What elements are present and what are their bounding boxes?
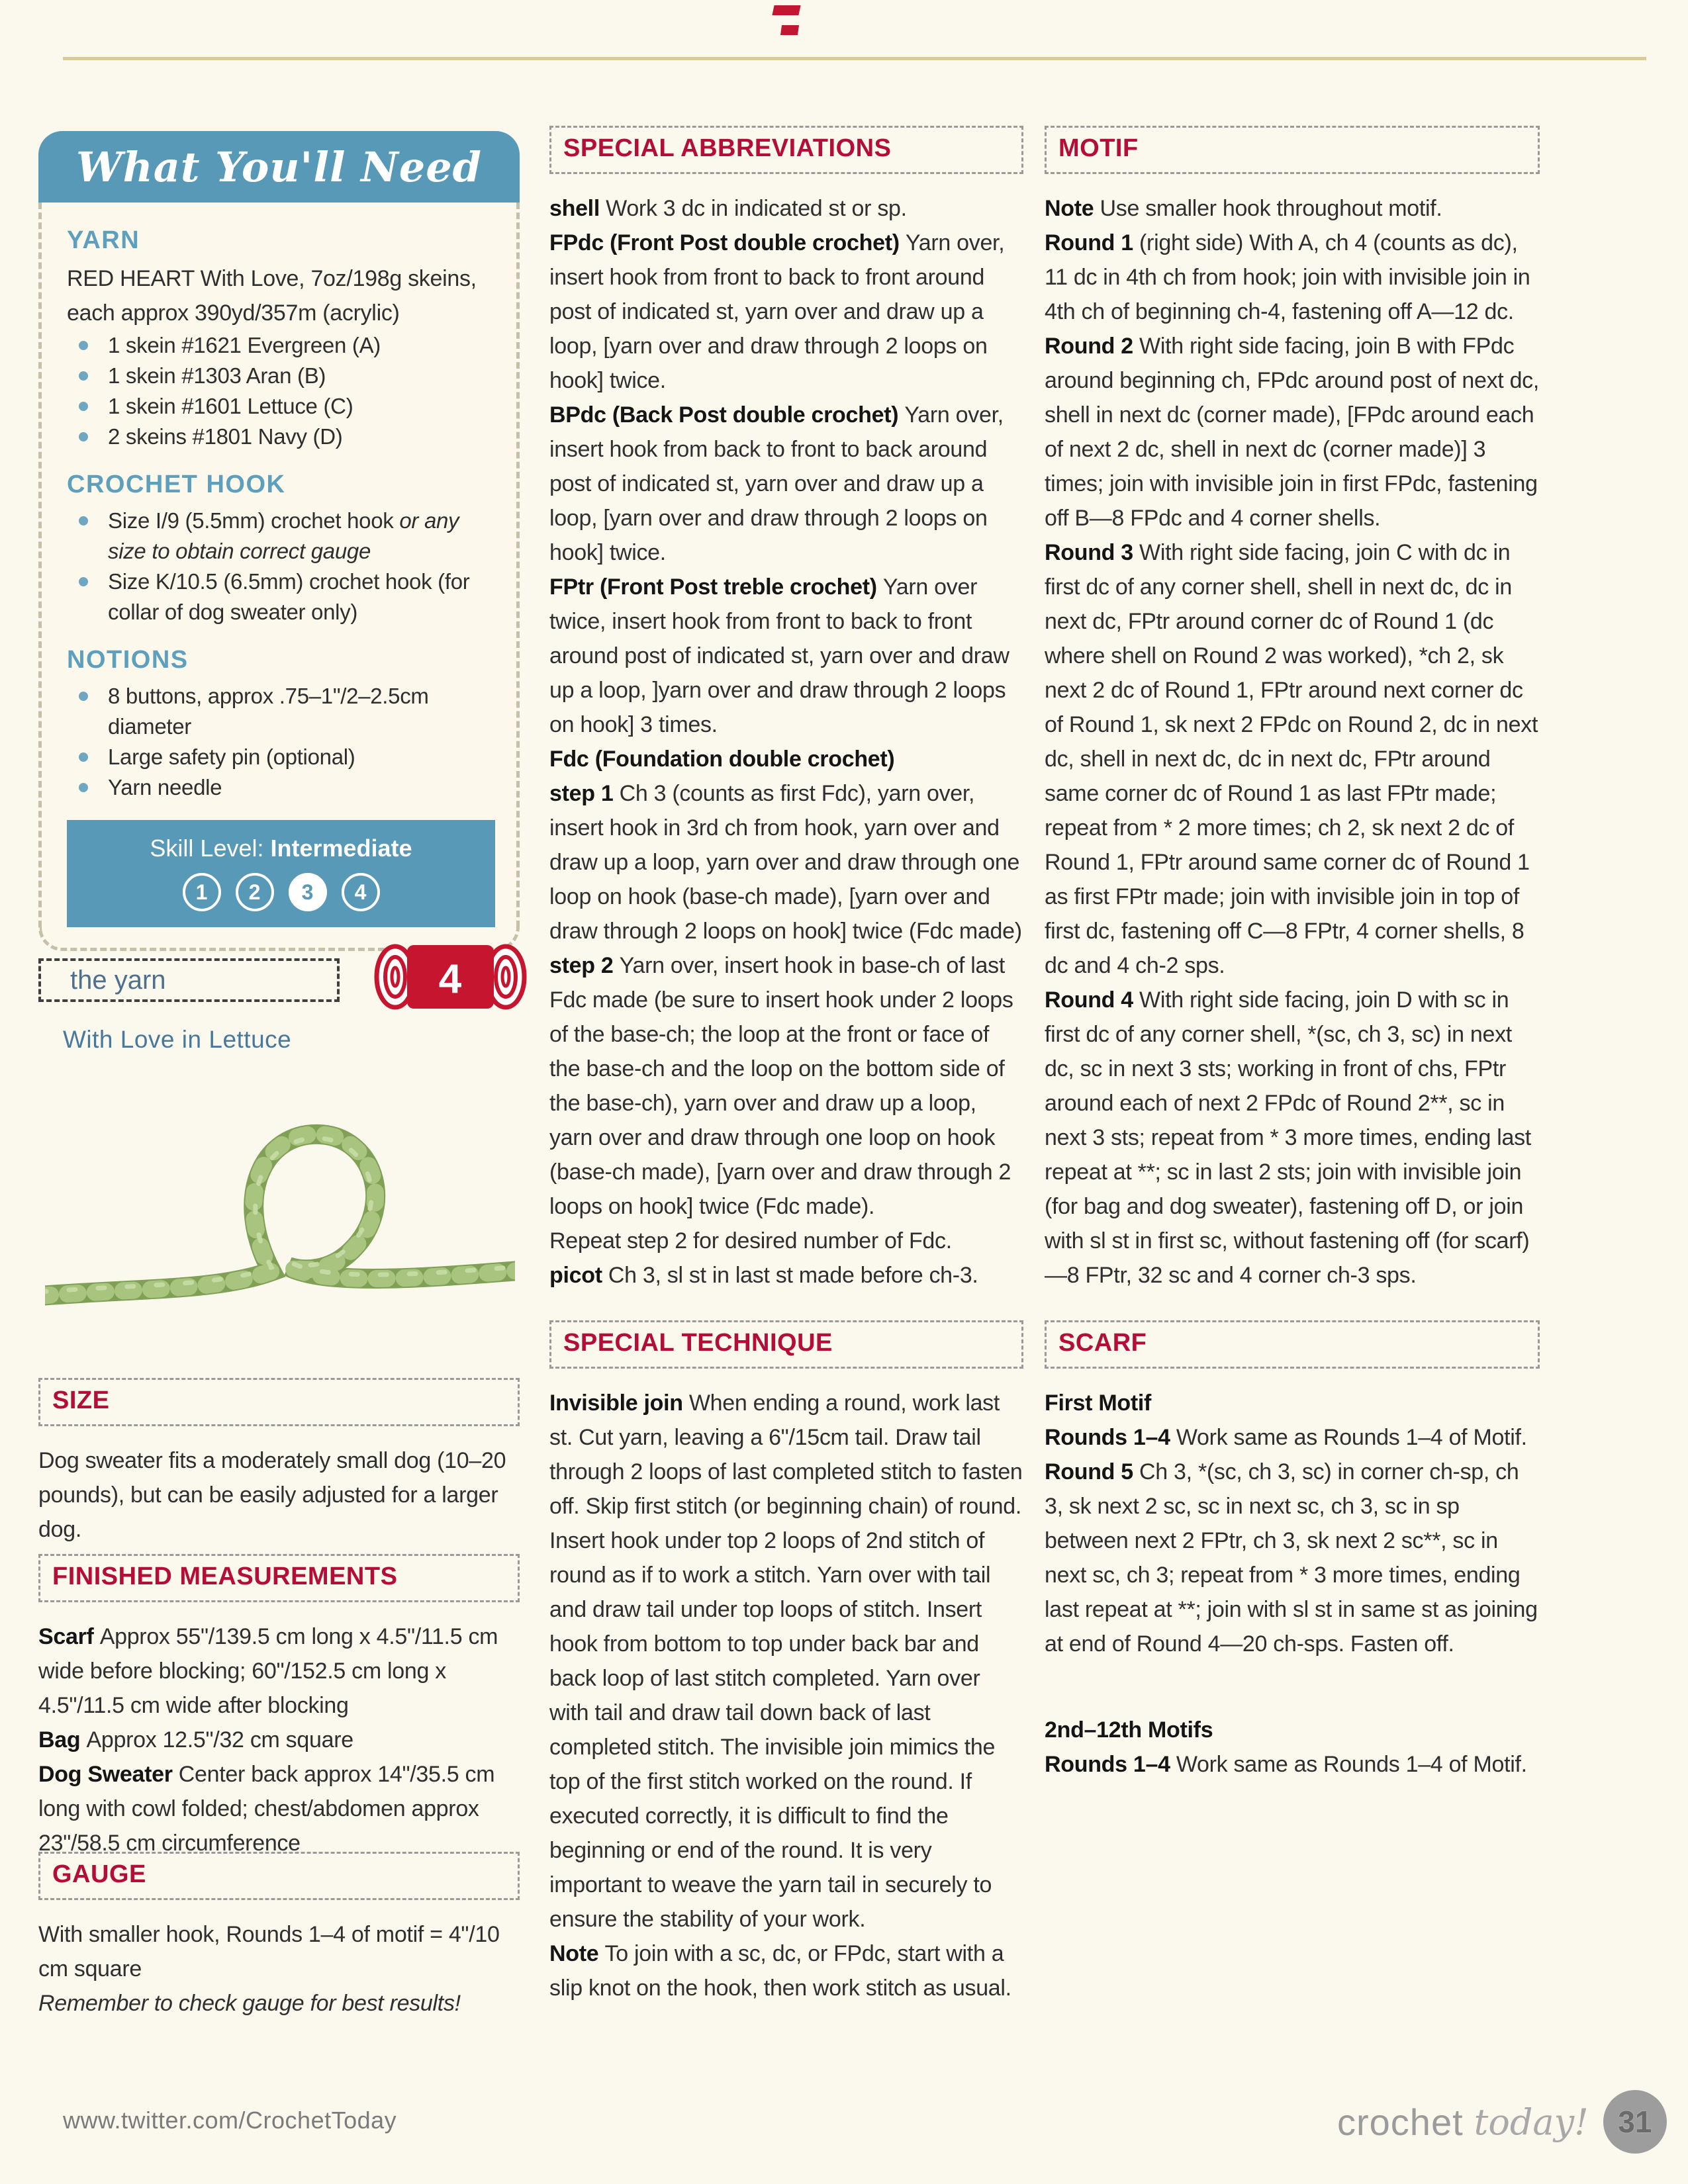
paragraph: Invisible join When ending a round, work last st. Cut yarn, leaving a 6"/15cm tail. Draw tail through 2 loops of last completed stitch to fasten off. Skip first stitch (or beginning chain) of round. Insert hook under top 2 loops of 2nd stitch of round as if to work a stitch. Yarn over with tail and draw tail under top loops of stitch. Insert hook from bottom to top under back bar and back loop of last stitch completed. Yarn over with tail and draw tail down back of last completed stitch. The invisible join mimics the top of the first stitch worked on the round. If executed correctly, it is difficult to find the beginning or end of the round. It is very important to weave the yarn tail in securely to ensure the stability of your work. <box>549 1390 1023 1932</box>
gauge-title-box <box>38 1852 520 1900</box>
scarf-body <box>1045 1386 1540 1782</box>
paragraph: BPdc (Back Post double crochet) Yarn over, insert hook from back to front to back around post of indicated st, yarn over and draw up a loop, [yarn over and draw through 2 loops on hook] twice. <box>549 402 1004 565</box>
paragraph: Round 1 (right side) With A, ch 4 (counts as dc), 11 dc in 4th ch from hook; join with invisible join in 4th ch of beginning ch-4, fastening off A—12 dc. <box>1045 230 1530 324</box>
bullet-icon <box>79 432 88 441</box>
page-number-badge: 31 <box>1603 2090 1667 2154</box>
crochet-hook-bullet-list <box>67 506 495 627</box>
size-title: SIZE <box>52 1387 110 1414</box>
skill-level-label: Skill Level: Intermediate <box>150 835 412 862</box>
special-technique-body <box>549 1386 1023 2005</box>
right-column <box>1045 126 1540 1782</box>
paragraph: Scarf Approx 55"/139.5 cm long x 4.5"/11.5 cm wide before blocking; 60"/152.5 cm long x 4.5"/11.5 cm wide after blocking <box>38 1624 498 1718</box>
yarn-heading: YARN <box>67 226 140 254</box>
yarn-weight-number: 4 <box>438 956 462 1002</box>
bullet-icon <box>79 783 88 792</box>
paragraph: FPdc (Front Post double crochet) Yarn over, insert hook from front to back to front around post of indicated st, yarn over and draw up a loop, [yarn over and draw through 2 loops on hook] twice. <box>549 230 1005 393</box>
gauge-body <box>38 1917 520 2021</box>
size-body <box>38 1443 520 1547</box>
skill-level-1: 1 <box>183 873 221 911</box>
finished-measurements-title-box <box>38 1554 520 1602</box>
paragraph: First Motif <box>1045 1390 1152 1416</box>
yarn-intro <box>67 261 495 330</box>
paragraph: picot Ch 3, sl st in last st made before ch-3. <box>549 1263 978 1288</box>
paragraph: Round 4 With right side facing, join D with sc in first dc of any corner shell, *(sc, ch 3, sc) in next dc, sc in next 3 sts; working in front of chs, FPtr around each of next 2 FPdc of Round 2**, sc in next 3 sts; repeat from * 3 more times, ending last repeat at **; sc in last 2 sts; join with invisible join (for bag and dog sweater), fastening off D, or join with sl st in first sc, without fastening off (for scarf)—8 FPtr, 32 sc and 4 corner ch-3 sps. <box>1045 987 1531 1288</box>
paragraph: Remember to check gauge for best results! <box>38 1991 461 2016</box>
scarf-title: SCARF <box>1058 1329 1147 1357</box>
needs-box-title: What You'll Need <box>76 142 482 191</box>
paragraph: 2nd–12th Motifs <box>1045 1717 1213 1743</box>
paragraph: FPtr (Front Post treble crochet) Yarn over twice, insert hook from front to back to front around post of indicated st, yarn over and draw up a loop, ]yarn over and draw through 2 loops on hook] 3 times. <box>549 574 1009 737</box>
middle-column <box>549 126 1023 2005</box>
finished-measurements-section <box>38 1554 520 1860</box>
yarn-weight-icon <box>373 942 528 1011</box>
special-abbreviations-title-box <box>549 126 1023 174</box>
print-mark <box>780 25 799 35</box>
print-mark <box>772 5 800 15</box>
bullet-item: 1 skein #1621 Evergreen (A) <box>67 330 495 361</box>
bullet-item: 2 skeins #1801 Navy (D) <box>67 422 495 452</box>
bullet-icon <box>79 341 88 350</box>
paragraph: step 2 Yarn over, insert hook in base-ch of last Fdc made (be sure to insert hook under 2 loops of the base-ch; the loop at the front or face of the base-ch and the loop on the bottom side of the base-ch), yarn over and draw up a loop, yarn over and draw through one loop on hook (base-ch made), [yarn over and draw through 2 loops on hook] twice (Fdc made). <box>549 953 1013 1219</box>
special-abbreviations-title: SPECIAL ABBREVIATIONS <box>563 134 892 162</box>
bullet-icon <box>79 692 88 701</box>
bullet-item: 1 skein #1601 Lettuce (C) <box>67 391 495 422</box>
twitter-link[interactable]: www.twitter.com/CrochetToday <box>63 2107 397 2134</box>
skill-level-2: 2 <box>236 873 274 911</box>
yarn-photo <box>45 1077 515 1365</box>
paragraph: Fdc (Foundation double crochet) <box>549 747 895 772</box>
size-title-box <box>38 1378 520 1426</box>
needs-box-header <box>38 131 520 203</box>
bullet-icon <box>79 516 88 525</box>
yarn-caption: With Love in Lettuce <box>63 1026 292 1053</box>
skill-level-band <box>67 820 495 927</box>
paragraph: Note Use smaller hook throughout motif. <box>1045 196 1442 221</box>
notions-bullet-list <box>67 681 495 803</box>
finished-measurements-body <box>38 1619 520 1860</box>
paragraph: Note To join with a sc, dc, or FPdc, start with a slip knot on the hook, then work stitch as usual. <box>549 1941 1011 2001</box>
paragraph: Bag Approx 12.5"/32 cm square <box>38 1727 353 1752</box>
gauge-section <box>38 1852 520 2021</box>
skill-level-4: 4 <box>342 873 380 911</box>
bullet-item: Yarn needle <box>67 772 495 803</box>
paragraph: RED HEART With Love, 7oz/198g skeins, each approx 390yd/357m (acrylic) <box>67 266 477 326</box>
gauge-title: GAUGE <box>52 1860 146 1888</box>
bullet-item: Size I/9 (5.5mm) crochet hook or any size to obtain correct gauge <box>67 506 495 567</box>
motif-body <box>1045 191 1540 1293</box>
bullet-icon <box>79 577 88 586</box>
needs-box-body <box>38 203 520 927</box>
paragraph: step 1 Ch 3 (counts as first Fdc), yarn over, insert hook in 3rd ch from hook, yarn over and draw up a loop, yarn over and draw through one loop on hook (base-ch made), [yarn over and draw through 2 loops on hook] twice (Fdc made) <box>549 781 1022 944</box>
paragraph: Dog Sweater Center back approx 14"/35.5 cm long with cowl folded; chest/abdomen approx 23"/58.5 cm circumference <box>38 1762 495 1856</box>
bullet-item: 1 skein #1303 Aran (B) <box>67 361 495 391</box>
skill-level-dots <box>67 862 495 911</box>
paragraph: Dog sweater fits a moderately small dog (10–20 pounds), but can be easily adjusted for a larger dog. <box>38 1448 506 1542</box>
what-youll-need-box <box>38 131 520 951</box>
logo-word-crochet: crochet <box>1337 2101 1464 2143</box>
motif-title-box <box>1045 126 1540 174</box>
bullet-item: Size K/10.5 (6.5mm) crochet hook (for collar of dog sweater only) <box>67 567 495 627</box>
special-technique-title: SPECIAL TECHNIQUE <box>563 1329 833 1357</box>
magazine-logo <box>1337 2090 1667 2154</box>
the-yarn-label-box <box>38 958 340 1002</box>
finished-measurements-title: FINISHED MEASUREMENTS <box>52 1563 398 1590</box>
paragraph: With smaller hook, Rounds 1–4 of motif = 4"/10 cm square <box>38 1922 500 1981</box>
notions-heading: NOTIONS <box>67 646 189 674</box>
paragraph: shell Work 3 dc in indicated st or sp. <box>549 196 907 221</box>
crochet-hook-heading: CROCHET HOOK <box>67 471 286 498</box>
special-abbreviations-body <box>549 191 1023 1293</box>
bullet-icon <box>79 752 88 762</box>
bullet-item: 8 buttons, approx .75–1"/2–2.5cm diameter <box>67 681 495 742</box>
the-yarn-label: the yarn <box>70 965 166 995</box>
bullet-icon <box>79 402 88 411</box>
paragraph: Round 5 Ch 3, *(sc, ch 3, sc) in corner ch-sp, ch 3, sk next 2 sc, sc in next sc, ch 3, sc in sp between next 2 FPtr, ch 3, sk next 2 sc**, sc in next sc, ch 3; repeat from * 3 more times, ending last repeat at **; join with sl st in same st as joining at end of Round 4—20 ch-sps. Fasten off. <box>1045 1459 1538 1657</box>
the-yarn-row <box>38 952 520 1015</box>
paragraph: Round 2 With right side facing, join B with FPdc around beginning ch, FPdc around post of next dc, shell in next dc (corner made), [FPdc around each of next 2 dc, shell in next dc (corner made)] 3 times; join with invisible join in first FPdc, fastening off B—8 FPdc and 4 corner shells. <box>1045 334 1540 531</box>
bullet-item: Large safety pin (optional) <box>67 742 495 772</box>
motif-title: MOTIF <box>1058 134 1139 162</box>
paragraph: Rounds 1–4 Work same as Rounds 1–4 of Motif. <box>1045 1425 1527 1450</box>
scarf-title-box <box>1045 1320 1540 1369</box>
paragraph: Rounds 1–4 Work same as Rounds 1–4 of Motif. <box>1045 1752 1527 1777</box>
size-section <box>38 1378 520 1547</box>
logo-word-today: today! <box>1474 2101 1589 2143</box>
bullet-icon <box>79 371 88 381</box>
yarn-bullet-list <box>67 330 495 452</box>
skill-level-3-active: 3 <box>289 873 327 911</box>
paragraph: Round 3 With right side facing, join C with dc in first dc of any corner shell, shell in next dc, dc in next dc, FPtr around corner dc of Round 1 (dc where shell on Round 2 was worked), *ch 2, sk next 2 dc of Round 1, FPtr around next corner dc of Round 1, sk next 2 FPdc on Round 2, dc in next dc, shell in next dc, dc in next dc, FPtr around same corner dc of Round 1 as last FPtr made; repeat from * 2 more times; ch 2, sk next 2 dc of Round 1, FPtr around same corner dc of Round 1 as first FPtr made; join with invisible join in top of first dc, fastening off C—8 FPtr, 4 corner shells, 8 dc and 4 ch-2 sps. <box>1045 540 1538 978</box>
top-rule-divider <box>63 57 1646 60</box>
special-technique-title-box <box>549 1320 1023 1369</box>
paragraph: Repeat step 2 for desired number of Fdc. <box>549 1228 952 1253</box>
